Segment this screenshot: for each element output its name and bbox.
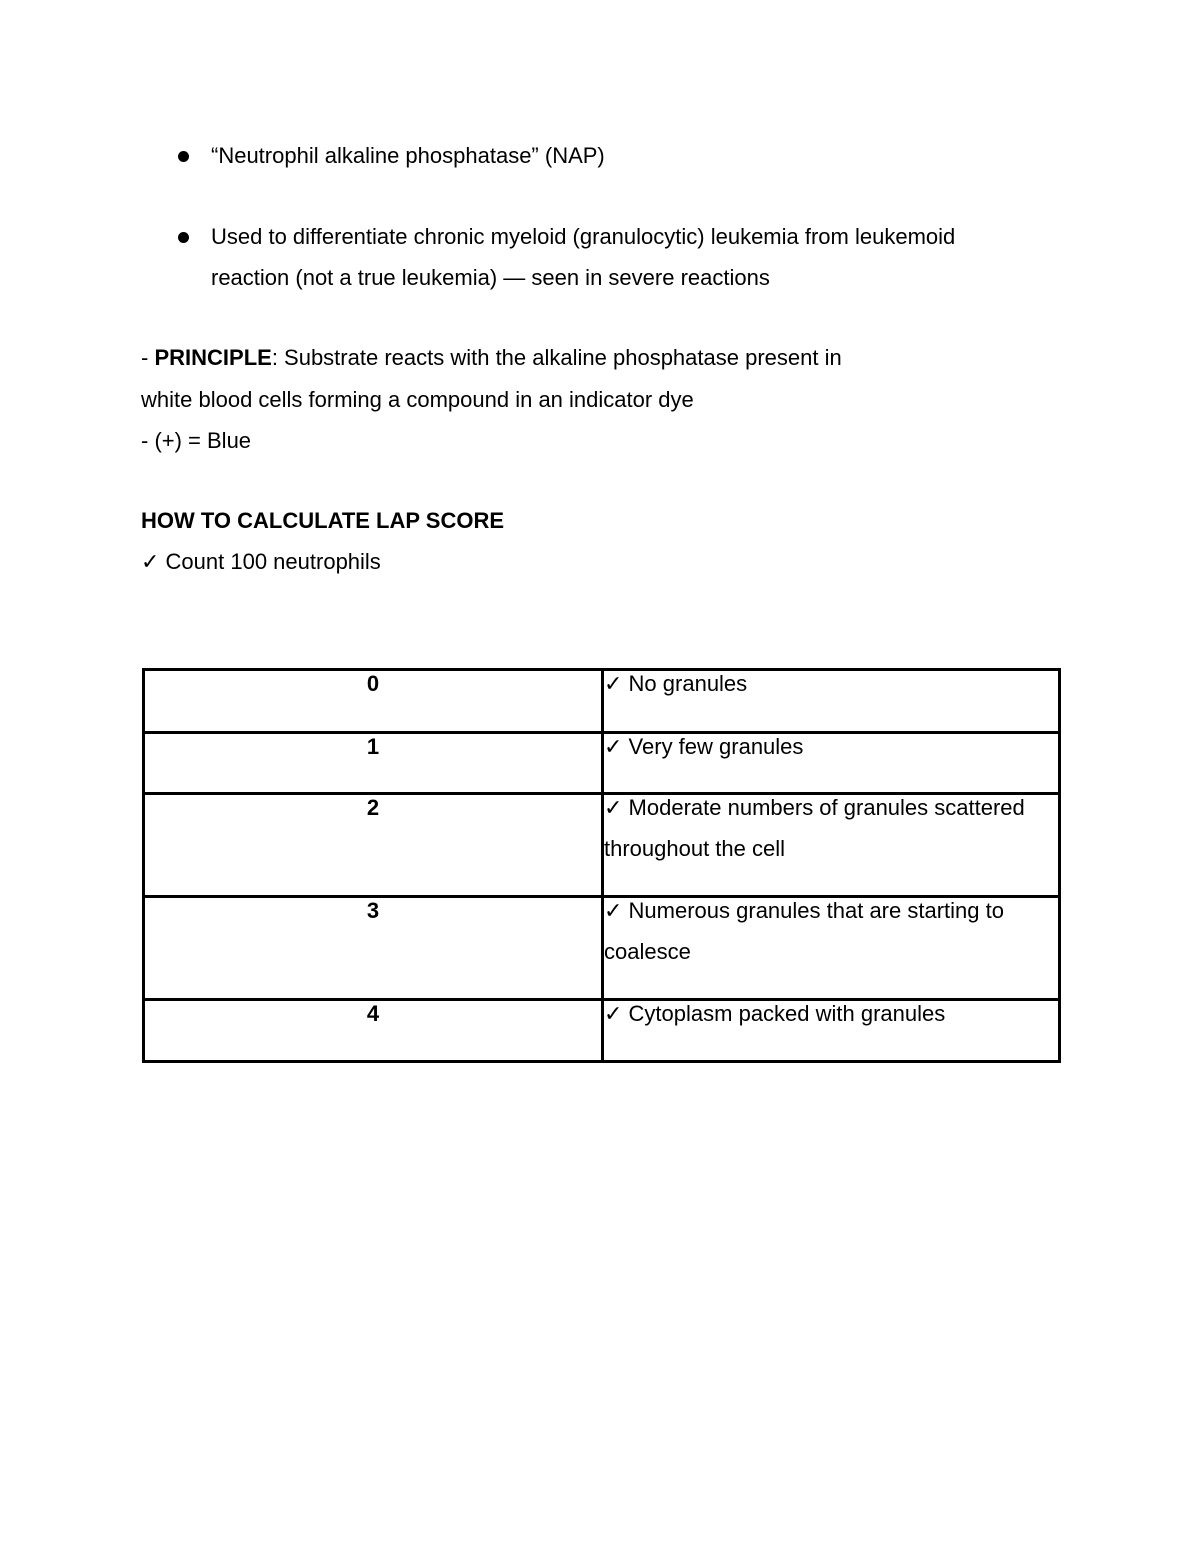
principle-text: : Substrate reacts with the alkaline phosphatase present in (271, 345, 842, 370)
score-cell: 2 (144, 794, 603, 897)
principle-line-2: white blood cells forming a compound in an indicator dye (141, 387, 694, 412)
principle-label: PRINCIPLE (154, 345, 272, 370)
lap-score-heading: HOW TO CALCULATE LAP SCORE (141, 508, 504, 533)
principle-positive: - (+) = Blue (141, 428, 252, 453)
bullet-dot (178, 232, 189, 243)
table-row (144, 670, 1060, 733)
score-cell: 3 (144, 897, 603, 1000)
bullet-usage-line-2: reaction (not a true leukemia) — seen in severe reactions (211, 265, 770, 290)
bullet-nap-name: “Neutrophil alkaline phosphatase” (NAP) (211, 143, 605, 168)
table-row (144, 733, 1060, 794)
description-cell: ✓ Cytoplasm packed with granules (603, 1000, 1060, 1062)
lap-score-table (142, 668, 1061, 1063)
description-cell: ✓ No granules (603, 670, 1060, 733)
bullet-usage-line-1: Used to differentiate chronic myeloid (granulocytic) leukemia from leukemoid (211, 224, 956, 249)
score-cell: 1 (144, 733, 603, 794)
principle-line-1 (141, 337, 842, 378)
table-row (144, 897, 1060, 1000)
table-row (144, 1000, 1060, 1062)
principle-prefix: - (141, 345, 155, 370)
count-step: ✓ Count 100 neutrophils (141, 549, 381, 574)
description-cell: ✓ Very few granules (603, 733, 1060, 794)
table-row (144, 794, 1060, 897)
score-cell: 0 (144, 670, 603, 733)
bullet-dot (178, 151, 189, 162)
description-cell: ✓ Moderate numbers of granules scattered throughout the cell (603, 794, 1060, 897)
description-cell: ✓ Numerous granules that are starting to coalesce (603, 897, 1060, 1000)
score-cell: 4 (144, 1000, 603, 1062)
